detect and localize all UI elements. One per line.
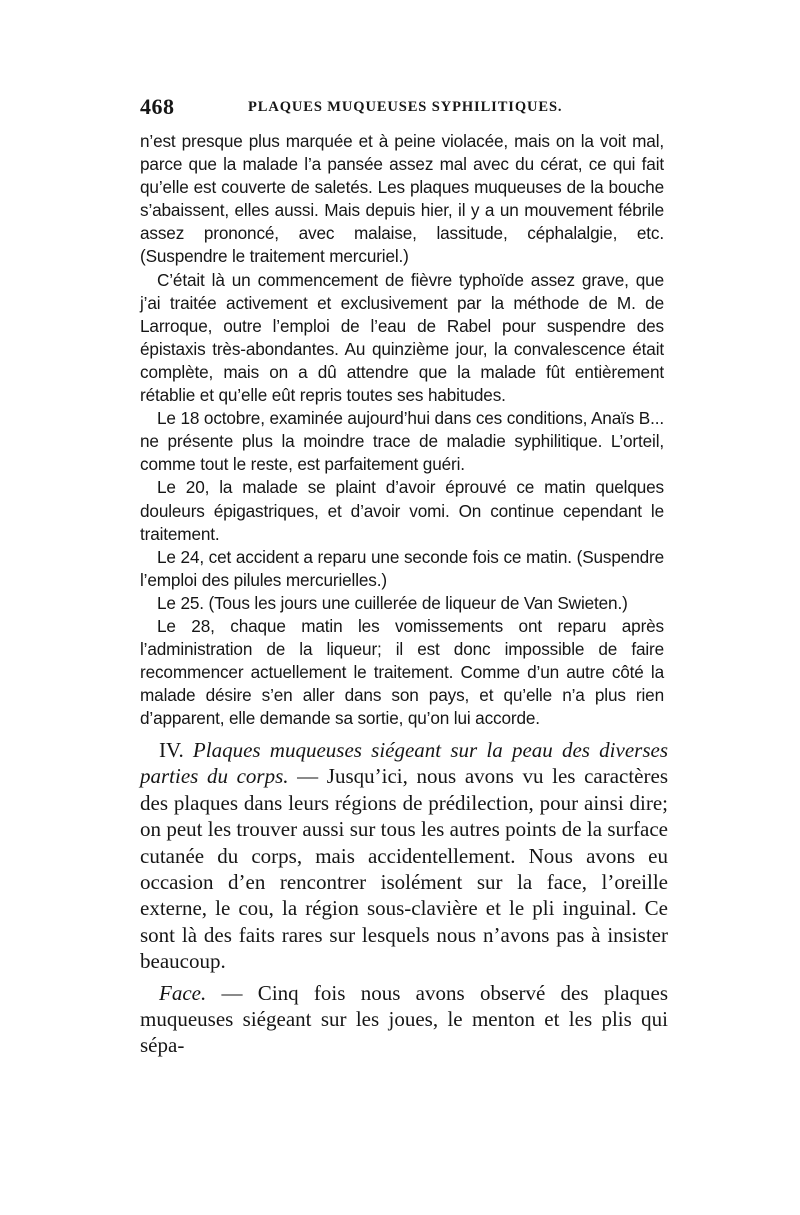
case-paragraph-le-20: Le 20, la malade se plaint d’avoir éprouvé ce matin quelques douleurs épigastriques, et d’avoir vomi. On continue cependant le traitement.	[140, 477, 664, 544]
case-paragraph-le-28: Le 28, chaque matin les vomissements ont reparu après l’administration de la liqueur; il est donc impossible de faire recommencer actuellement le traitement. Comme d’un autre côté la malade désire s’en aller dans son pays, et qu’elle n’a plus rien d’apparent, elle demande sa sortie, qu’on lui accorde.	[140, 615, 664, 729]
section-number: IV.	[159, 738, 193, 762]
case-paragraph-le-25: Le 25. (Tous les jours une cuillerée de liqueur de Van Swieten.)	[157, 592, 628, 613]
case-paragraph-continued: n’est presque plus marquée et à peine violacée, mais on la voit mal, parce que la malade l’a pansée assez mal avec du cérat, ce qui fait qu’elle est couverte de saletés. Les plaques muqueuses de la bouche s’abaissent, elles aussi. Mais depuis hier, il y a un mouvement fébrile assez prononcé, avec malaise, lassitude, céphalalgie, etc. (Suspendre le traitement mercuriel.)	[140, 131, 664, 267]
section-text: — Jusqu’ici, nous avons vu les caractères des plaques dans leurs régions de prédilection, pour ainsi dire; on peut les trouver aussi sur tous les autres points de la surface cutanée du corps, mais accidentellement. Nous avons eu occasion d’en rencontrer isolément sur la face, l’oreille externe, le cou, la région sous-clavière et le pli inguinal. Ce sont là des faits rares sur lesquels nous n’avons pas à insister beaucoup.	[140, 764, 668, 974]
page-number: 468	[140, 94, 175, 119]
case-paragraph-le-24: Le 24, cet accident a reparu une seconde fois ce matin. (Suspendre l’emploi des pilules mercurielles.)	[140, 546, 664, 590]
section-title: Plaques muqueuses siégeant sur la peau des diverses parties du corps.	[140, 738, 668, 789]
face-paragraph	[140, 980, 668, 1059]
face-title: Face.	[159, 980, 207, 1005]
running-title: PLAQUES MUQUEUSES SYPHILITIQUES.	[248, 99, 563, 115]
page-header	[140, 94, 670, 124]
case-paragraph-18-octobre: Le 18 octobre, examinée aujourd’hui dans ces conditions, Anaïs B... ne présente plus la moindre trace de maladie syphilitique. L’orteil, comme tout le reste, est parfaitement guéri.	[140, 408, 664, 475]
case-report-text	[140, 130, 664, 730]
face-text: — Cinq fois nous avons observé des plaques muqueuses siégeant sur les joues, le menton et les plis qui sépa-	[140, 980, 668, 1058]
case-paragraph-typhoid: C’était là un commencement de fièvre typhoïde assez grave, que j’ai traitée activement et exclusivement par la méthode de M. de Larroque, outre l’emploi de l’eau de Rabel pour suspendre des épistaxis très-abondantes. Au quinzième jour, la convalescence était complète, mais on a dû attendre que la malade fût entièrement rétablie et qu’elle eût repris toutes ses habitudes.	[140, 269, 664, 406]
section-iv-paragraph	[140, 737, 668, 975]
main-text	[140, 737, 668, 1059]
